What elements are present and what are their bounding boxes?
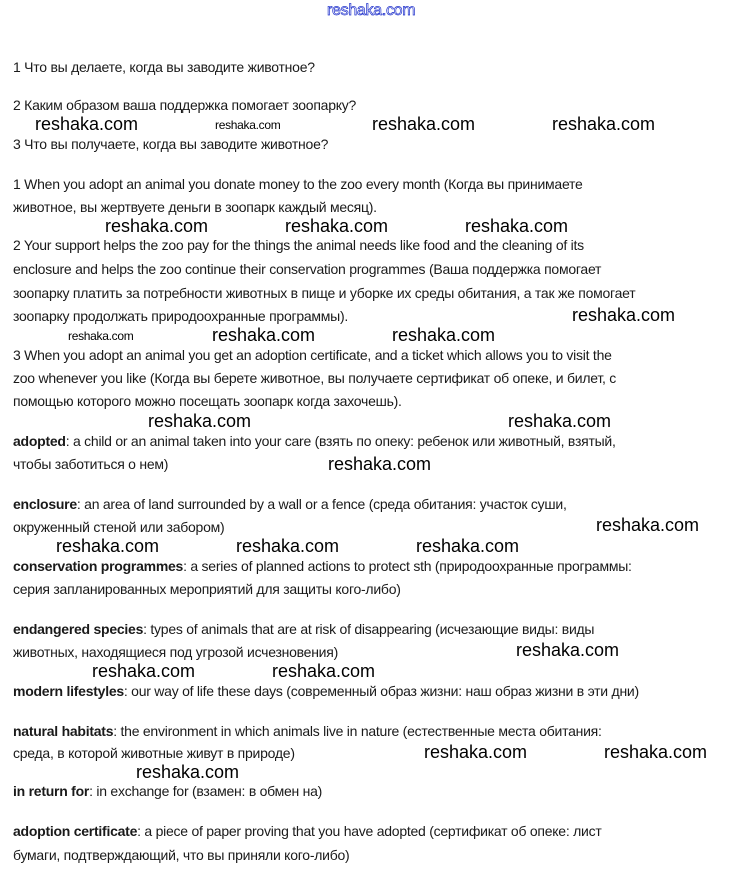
watermark: reshaka.com <box>215 118 281 132</box>
watermark: reshaka.com <box>148 411 252 431</box>
header-site-link[interactable]: reshaka.com <box>327 2 416 19</box>
glossary-term: enclosure <box>13 496 77 512</box>
answer-line: зоопарку платить за потребности животных в пище и уборке их среды обитания, а так же помогает <box>13 285 636 301</box>
watermark: reshaka.com <box>92 661 196 681</box>
glossary-term: modern lifestyles <box>13 683 124 699</box>
glossary-definition: : an area of land surrounded by a wall or a fence (среда обитания: участок суши, <box>76 496 567 512</box>
watermark: reshaka.com <box>424 742 528 762</box>
answer-line: 2 Your support helps the zoo pay for the things the animal needs like food and the cleaning of its <box>13 237 584 253</box>
watermark: reshaka.com <box>56 536 160 556</box>
glossary-entry <box>13 722 602 740</box>
glossary-entry <box>13 432 616 450</box>
watermark: reshaka.com <box>136 762 240 782</box>
answer-line: животное, вы жертвуете деньги в зоопарк каждый месяц). <box>13 199 377 215</box>
glossary-term: natural habitats <box>13 723 114 739</box>
answer-line: 3 When you adopt an animal you get an adoption certificate, and a ticket which allows you to visit the <box>13 347 612 363</box>
glossary-definition: : a series of planned actions to protect sth (природоохранные программы: <box>183 558 632 574</box>
question: 3 Что вы получаете, когда вы заводите животное? <box>13 136 329 152</box>
glossary-definition: : in exchange for (взамен: в обмен на) <box>89 783 323 799</box>
glossary-term: adopted <box>13 433 66 449</box>
watermark: reshaka.com <box>236 536 340 556</box>
glossary-definition: окруженный стеной или забором) <box>13 519 225 535</box>
glossary-term: endangered species <box>13 621 144 637</box>
glossary-entry <box>13 557 632 575</box>
watermark: reshaka.com <box>416 536 520 556</box>
glossary-term: conservation programmes <box>13 558 184 574</box>
answer-line: зоопарку продолжать природоохранные программы). <box>13 308 349 324</box>
glossary-entry <box>13 822 602 840</box>
watermark: reshaka.com <box>516 640 620 660</box>
watermark: reshaka.com <box>572 305 676 325</box>
watermark: reshaka.com <box>68 329 134 343</box>
glossary-definition: серия запланированных мероприятий для защиты кого-либо) <box>13 581 401 597</box>
glossary-entry <box>13 495 567 513</box>
glossary-definition: бумаги, подтверждающий, что вы приняли кого-либо) <box>13 847 350 863</box>
watermark: reshaka.com <box>392 325 496 345</box>
glossary-entry <box>13 782 322 800</box>
watermark: reshaka.com <box>285 216 389 236</box>
answer-line: 1 When you adopt an animal you donate money to the zoo every month (Когда вы принимаете <box>13 176 583 192</box>
glossary-entry <box>13 620 594 638</box>
glossary-definition: : a piece of paper proving that you have adopted (сертификат об опеке: лист <box>137 823 602 839</box>
answer-line: zoo whenever you like (Когда вы берете животное, вы получаете сертификат об опеке, и билет, с <box>13 370 616 386</box>
answer-line: enclosure and helps the zoo continue their conservation programmes (Ваша поддержка помогает <box>13 261 602 277</box>
question: 1 Что вы делаете, когда вы заводите животное? <box>13 59 315 75</box>
glossary-definition: : our way of life these days (современный образ жизни: наш образ жизни в эти дни) <box>123 683 639 699</box>
watermark: reshaka.com <box>272 661 376 681</box>
watermark: reshaka.com <box>328 454 432 474</box>
glossary-definition: чтобы заботиться о нем) <box>13 456 169 472</box>
watermark: reshaka.com <box>604 742 708 762</box>
glossary-definition: : types of animals that are at risk of disappearing (исчезающие виды: виды <box>143 621 595 637</box>
question: 2 Каким образом ваша поддержка помогает зоопарку? <box>13 97 357 113</box>
watermark: reshaka.com <box>35 114 139 134</box>
glossary-entry <box>13 682 639 700</box>
glossary-definition: животных, находящиеся под угрозой исчезновения) <box>13 644 338 660</box>
watermark: reshaka.com <box>596 515 700 535</box>
glossary-definition: среда, в которой животные живут в природе) <box>13 745 295 761</box>
glossary-term: in return for <box>13 783 90 799</box>
glossary-term: adoption certificate <box>13 823 138 839</box>
answer-line: помощью которого можно посещать зоопарк когда захочешь). <box>13 393 402 409</box>
watermark: reshaka.com <box>465 216 569 236</box>
watermark: reshaka.com <box>508 411 612 431</box>
watermark: reshaka.com <box>552 114 656 134</box>
watermark: reshaka.com <box>105 216 209 236</box>
glossary-definition: : a child or an animal taken into your care (взять по опеку: ребенок или животный, взятый, <box>65 433 616 449</box>
watermark: reshaka.com <box>212 325 316 345</box>
glossary-definition: : the environment in which animals live in nature (естественные места обитания: <box>113 723 602 739</box>
watermark: reshaka.com <box>372 114 476 134</box>
